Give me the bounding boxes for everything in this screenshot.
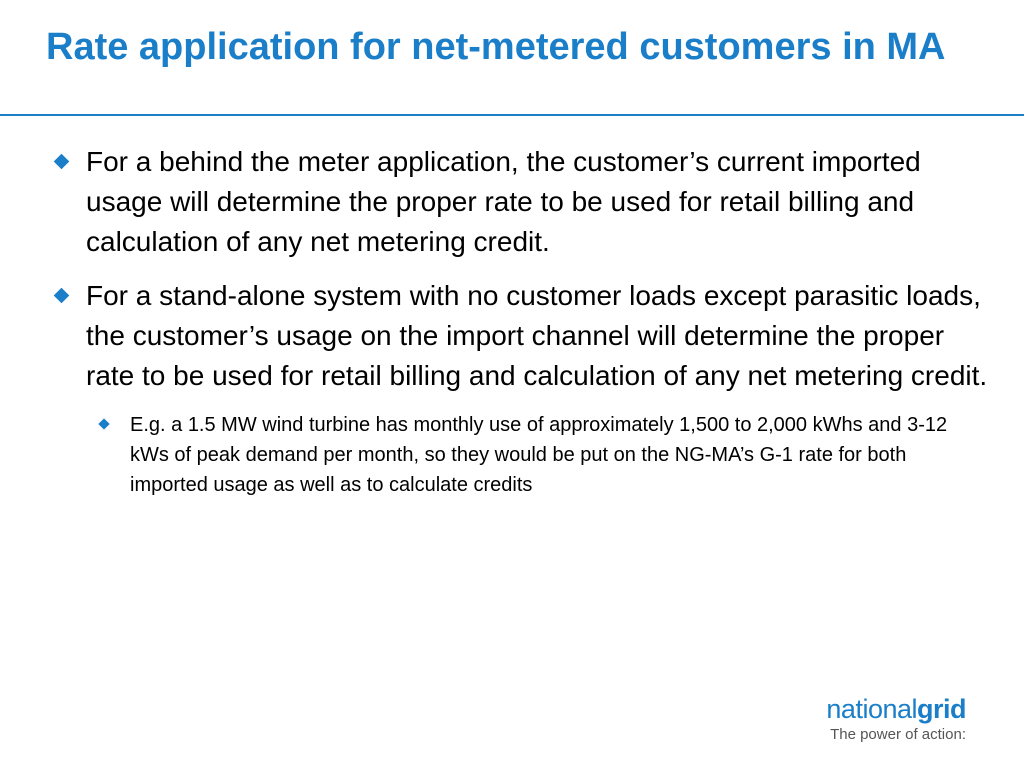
diamond-sub-bullet-icon (98, 418, 109, 429)
sub-bullet-item (130, 410, 970, 500)
slide-title: Rate application for net-metered customers in MA (46, 26, 946, 68)
logo-word-national: national (826, 694, 917, 724)
diamond-bullet-icon (54, 288, 70, 304)
bullet-list (48, 142, 988, 500)
bullet-text: For a stand-alone system with no customer loads except parasitic loads, the customer’s usage on the import channel will determine the proper rate to be used for retail billing and calculation of any net metering credit. (86, 280, 988, 391)
sub-bullet-text: E.g. a 1.5 MW wind turbine has monthly use of approximately 1,500 to 2,000 kWhs and 3-12 kWs of peak demand per month, so they would be put on the NG-MA’s G-1 rate for both imported usage as well as to calculate credits (130, 414, 948, 496)
logo-tagline: The power of action: (830, 726, 966, 743)
diamond-bullet-icon (54, 154, 70, 170)
bullet-item (48, 142, 988, 262)
logo-word-grid: grid (917, 694, 966, 724)
logo-wordmark (826, 694, 966, 724)
bullet-text: For a behind the meter application, the customer’s current imported usage will determine the proper rate to be used for retail billing and calculation of any net metering credit. (86, 146, 921, 257)
national-grid-logo (826, 694, 966, 744)
title-divider (0, 114, 1024, 116)
bullet-item (48, 276, 988, 396)
